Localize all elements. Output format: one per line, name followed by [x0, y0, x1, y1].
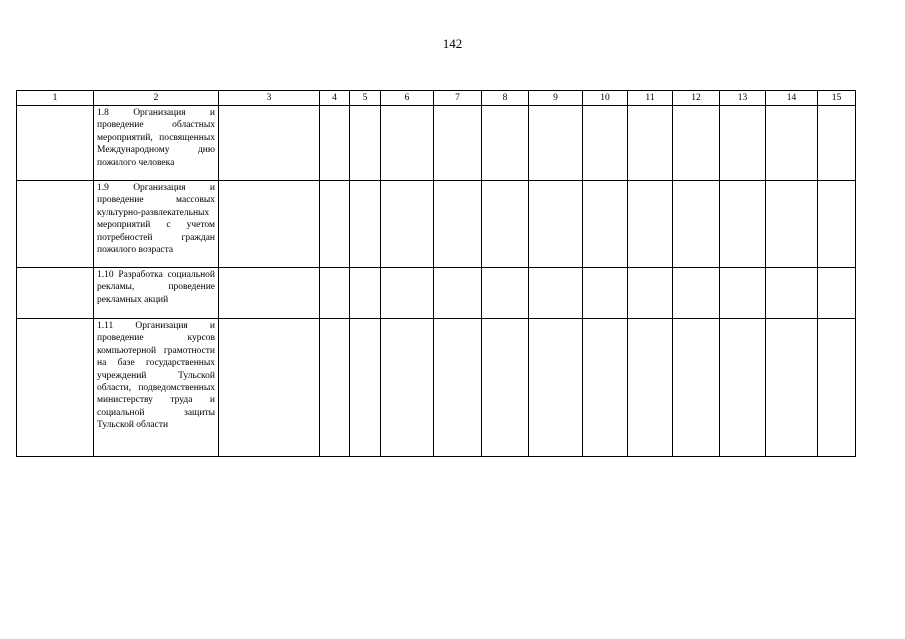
table-cell	[818, 106, 856, 181]
table-cell	[583, 319, 628, 457]
table-cell	[434, 319, 482, 457]
column-header: 4	[320, 91, 350, 106]
column-header: 6	[381, 91, 434, 106]
table-cell-description: 1.9 Организация и проведение массовых культурно-развлекательных мероприятий с учетом потребностей граждан пожилого возраста	[94, 181, 219, 268]
table-cell	[350, 181, 381, 268]
table-cell	[766, 106, 818, 181]
table-row	[17, 106, 856, 181]
column-header: 12	[673, 91, 720, 106]
table-cell	[381, 181, 434, 268]
table-cell	[673, 181, 720, 268]
table-cell-description: 1.11 Организация и проведение курсов компьютерной грамотности на базе государственных учреждений Тульской области, подведомственных министерству труда и социальной защиты Тульской области	[94, 319, 219, 457]
table-cell	[219, 319, 320, 457]
column-header: 15	[818, 91, 856, 106]
table-cell	[219, 181, 320, 268]
table-cell-description: 1.8 Организация и проведение областных мероприятий, посвященных Международному дню пожилого человека	[94, 106, 219, 181]
column-header: 5	[350, 91, 381, 106]
table-cell	[673, 319, 720, 457]
table-cell	[720, 268, 766, 319]
table-cell	[720, 319, 766, 457]
table-cell	[381, 268, 434, 319]
column-header: 8	[482, 91, 529, 106]
table-cell	[482, 106, 529, 181]
table-cell	[529, 319, 583, 457]
table-row	[17, 319, 856, 457]
table-cell	[219, 268, 320, 319]
table-cell	[583, 106, 628, 181]
table-row	[17, 181, 856, 268]
table-cell	[219, 106, 320, 181]
column-header: 2	[94, 91, 219, 106]
page-number: 142	[442, 36, 463, 51]
table-cell	[350, 106, 381, 181]
column-header: 13	[720, 91, 766, 106]
table-cell	[628, 319, 673, 457]
table-cell	[381, 106, 434, 181]
table-cell	[320, 319, 350, 457]
table-cell	[818, 319, 856, 457]
table-cell	[17, 106, 94, 181]
table-cell	[628, 181, 673, 268]
table-cell	[720, 106, 766, 181]
table-cell	[320, 106, 350, 181]
table-cell	[818, 181, 856, 268]
table-cell	[529, 268, 583, 319]
table-cell	[583, 268, 628, 319]
column-header: 10	[583, 91, 628, 106]
table-cell	[818, 268, 856, 319]
table-cell	[583, 181, 628, 268]
table-cell	[529, 106, 583, 181]
header-row	[17, 91, 856, 106]
table-cell	[628, 106, 673, 181]
table-cell	[766, 181, 818, 268]
table-cell-description: 1.10 Разработка социальной рекламы, проведение рекламных акций	[94, 268, 219, 319]
column-header: 14	[766, 91, 818, 106]
column-header: 7	[434, 91, 482, 106]
table-cell	[482, 268, 529, 319]
table-cell	[482, 319, 529, 457]
table-cell	[628, 268, 673, 319]
table-cell	[434, 268, 482, 319]
table-cell	[320, 181, 350, 268]
column-header: 11	[628, 91, 673, 106]
table-cell	[673, 106, 720, 181]
table-row	[17, 268, 856, 319]
column-header: 3	[219, 91, 320, 106]
column-header: 9	[529, 91, 583, 106]
table-cell	[350, 319, 381, 457]
table-cell	[482, 181, 529, 268]
table-cell	[381, 319, 434, 457]
table-cell	[720, 181, 766, 268]
table-cell	[17, 319, 94, 457]
table-cell	[320, 268, 350, 319]
table-cell	[17, 181, 94, 268]
table-cell	[529, 181, 583, 268]
table-cell	[350, 268, 381, 319]
data-table	[16, 90, 856, 457]
column-header: 1	[17, 91, 94, 106]
table-cell	[434, 106, 482, 181]
table-cell	[673, 268, 720, 319]
table-cell	[766, 319, 818, 457]
table-cell	[17, 268, 94, 319]
table-cell	[766, 268, 818, 319]
table-cell	[434, 181, 482, 268]
